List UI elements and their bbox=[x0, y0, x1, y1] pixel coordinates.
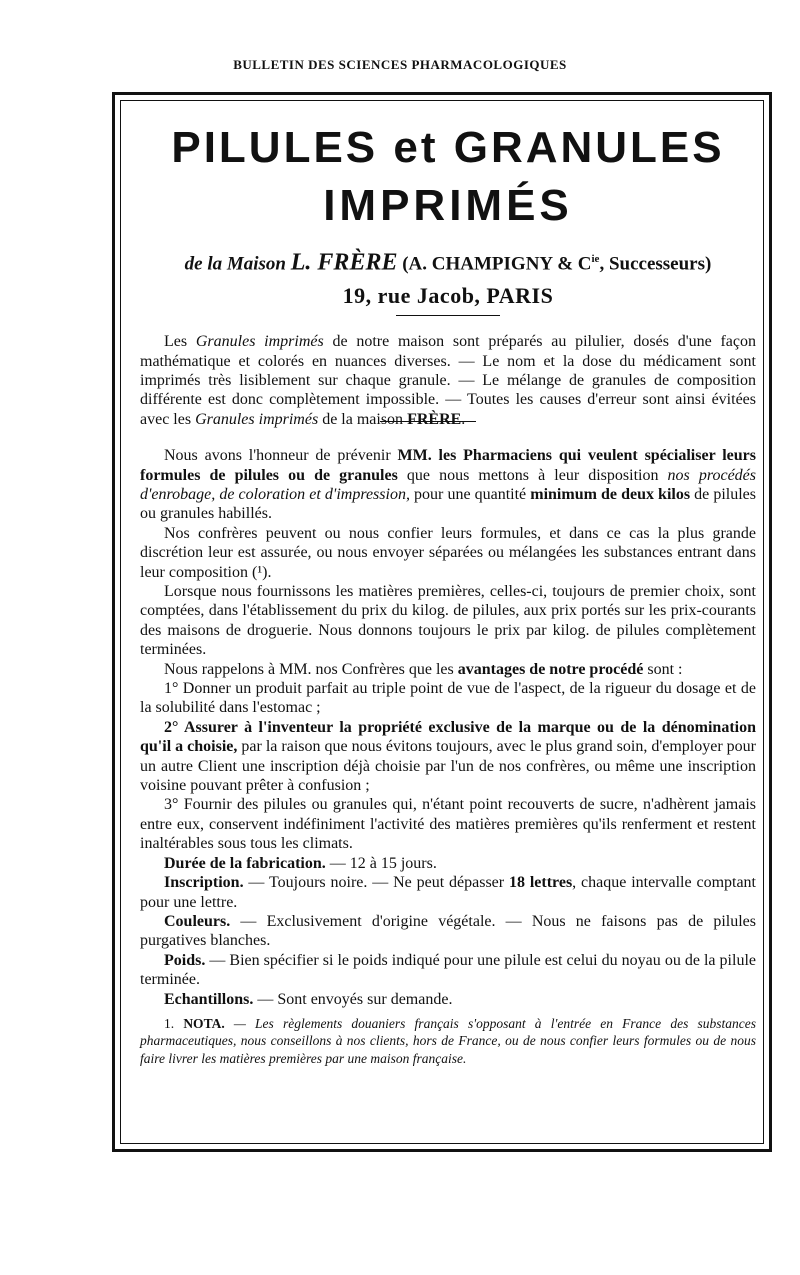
paragraph-avantages: Nous rappelons à MM. nos Confrères que les avantages de notre procédé sont : bbox=[164, 660, 683, 678]
poids-line: Poids. — Bien spécifier si le poids indiqué pour une pilule est celui du noyau ou de la pilule terminée. bbox=[140, 951, 756, 989]
couleurs-line: Couleurs. — Exclusivement d'origine végétale. — Nous ne faisons pas de pilules purgatives blanches. bbox=[140, 912, 756, 950]
maison-successors-sup: ie bbox=[591, 253, 600, 265]
maison-name: L. FRÈRE bbox=[290, 249, 398, 276]
advantage-1: 1° Donner un produit parfait au triple point de vue de l'aspect, de la rigueur du dosage et de la solubilité dans l'estomac ; bbox=[140, 680, 756, 717]
paragraph-granules: Les Granules imprimés de notre maison sont préparés au pilulier, dosés d'une façon mathématique et colorés en nuances diverses. — Le nom et la dose du médicament sont imprimés très lisiblement sur chaque granule. — Le mélange de granules de composition différente est donc complètement impossible. — Toutes les causes d'erreur sont ainsi évitées avec les Granules imprimés de la maison FRÈRE. bbox=[140, 333, 757, 428]
title-line-1: PILULES et GRANULES bbox=[171, 123, 725, 172]
title-line-2: IMPRIMÉS bbox=[323, 181, 573, 230]
advertisement bbox=[140, 112, 756, 1067]
address: 19, rue Jacob, PARIS bbox=[342, 282, 554, 308]
advantage-2: 2° Assurer à l'inventeur la propriété exclusive de la marque ou de la dénomination qu'il a choisie, par la raison que nous évitons toujours, avec le plus grand soin, d'employer pour un autre Client une inscription déjà choisie par l'un de nos confrères, ou même une inscription voisine pouvant prêter à confusion ; bbox=[140, 718, 756, 795]
maison-successors: (A. CHAMPIGNY & C bbox=[402, 253, 592, 275]
nota-footnote: 1. NOTA. — Les règlements douaniers français s'opposant à l'entrée en France des substances pharmaceutiques, nous conseillons à nos clients, hors de France, ou de nous confier leurs formules ou de nous faire livrer les matières premières par une maison française. bbox=[140, 1015, 757, 1066]
paragraph-matieres: Lorsque nous fournissons les matières premières, celles-ci, toujours de premier choix, sont comptées, dans l'établissement du prix du kilog. de pilules, aux prix portés sur les prix-courants des maisons de droguerie. Nous donnons toujours le prix par kilog. de pilules complètement terminées. bbox=[140, 583, 756, 659]
echantillons-line: Echantillons. — Sont envoyés sur demande. bbox=[164, 990, 453, 1008]
journal-header: BULLETIN DES SCIENCES PHARMACOLOGIQUES bbox=[233, 57, 567, 72]
duree-line: Durée de la fabrication. — 12 à 15 jours. bbox=[164, 854, 437, 872]
advantage-3: 3° Fournir des pilules ou granules qui, n'étant point recouverts de sucre, n'adhèrent jamais entre eux, conservent indéfiniment l'activité des matières premières qu'ils renferment et restent inaltérables sous tous les climats. bbox=[140, 796, 756, 853]
maison-successors-end: , Successeurs) bbox=[599, 253, 712, 275]
inscription-line: Inscription. — Toujours noire. — Ne peut dépasser 18 lettres, chaque intervalle comptant pour une lettre. bbox=[140, 874, 757, 911]
paragraph-confreres: Nos confrères peuvent ou nous confier leurs formules, et dans ce cas la plus grande discrétion leur est assurée, ou nous envoyer séparées ou mélangées les substances entrant dans leur composition (¹). bbox=[140, 524, 756, 581]
paragraph-pharmaciens: Nous avons l'honneur de prévenir MM. les Pharmaciens qui veulent spécialiser leurs formules de pilules ou de granules que nous mettons à leur disposition nos procédés d'enrobage, de coloration et d'impression, pour une quantité minimum de deux kilos de pilules ou granules habillés. bbox=[140, 447, 757, 523]
divider-1 bbox=[396, 315, 500, 316]
maison-line bbox=[140, 250, 756, 274]
maison-prefix: de la Maison bbox=[184, 253, 287, 275]
